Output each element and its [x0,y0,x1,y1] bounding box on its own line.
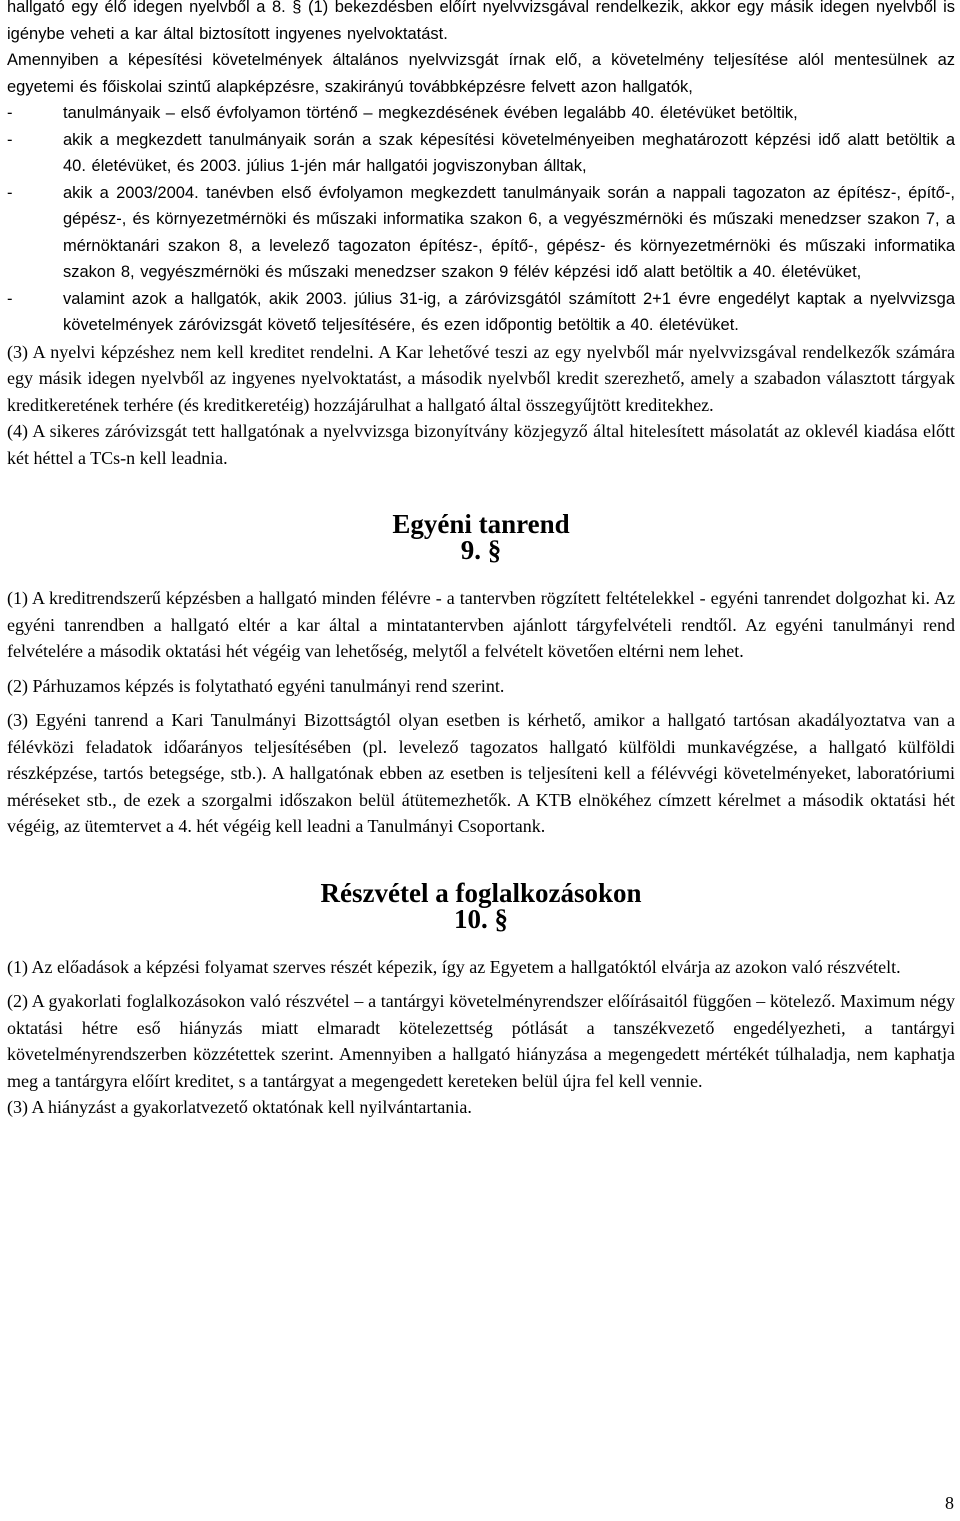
document-page [7,0,955,1121]
page-number: 8 [945,1493,954,1513]
section-10-number: 10. § [454,903,508,934]
list-dash: - [7,130,13,149]
list-item-text: valamint azok a hallgatók, akik 2003. július 31-ig, a záróvizsgától számított 2+1 évre engedélyt kaptak a nyelvvizsga követelmények záróvizsgát követő teljesítésére, és ezen időpontig betöltik a 40. életévüket. [63,289,955,334]
list-item-text: akik a 2003/2004. tanévben első évfolyamon megkezdett tanulmányaik során a nappali tagozaton az építész-, építő-, gépész-, és környezetmérnöki és műszaki informatika szakon 6, a vegyészmérnöki és műszaki menedzser szakon 7, a mérnöktanári szakon 8, a levelező tagozaton építész-, építő-, gépész- és környezetmérnöki és műszaki informatika szakon 8, vegyészmérnöki és műszaki menedzser szakon 9 félév képzési idő alatt betöltik a 40. életévüket, [63,183,955,281]
list-item [7,180,955,286]
paragraph-4: (4) A sikeres záróvizsgát tett hallgatónak a nyelvvizsga bizonyítvány közjegyző által hitelesített másolatát az oklevél kiadása előtt két héttel a TCs-n kell leadnia. [7,421,955,468]
list-dash: - [7,104,13,122]
section-10-paragraph-2: (2) A gyakorlati foglalkozásokon való részvétel – a tantárgyi követelményrendszer előírásaitól függően – kötelező. Maximum négy oktatási hétre eső hiányzás miatt elmaradt kötelezettség pótlását a tanszékvezető engedélyezheti, a tantárgyi követelményrendszerben közzétettek szerint. Amennyiben a hallgató hiányzása a megengedett mértékét túlhaladja, nem kaphatja meg a tantárgyra előírt kreditet, s a tantárgyat a megengedett kereteken belül újra fel kell vennie. [7,991,955,1091]
list-item [7,286,955,339]
exemption-list [7,100,955,339]
intro-paragraph-exemption: Amennyiben a képesítési követelmények általános nyelvvizsgát írnak elő, a követelmény teljesítése alól mentesülnek az egyetemi és főiskolai szintű alapképzésre, szakirányú továbbképzésre felvett azon hallgatók, [7,51,955,96]
section-10-paragraph-3: (3) A hiányzást a gyakorlatvezető oktatónak kell nyilvántartania. [7,1097,472,1117]
section-10-paragraph-1: (1) Az előadások a képzési folyamat szerves részét képezik, így az Egyetem a hallgatóktól elvárja az azokon való részvételt. [7,956,901,977]
section-9-paragraph-2: (2) Párhuzamos képzés is folytatható egyéni tanulmányi rend szerint. [7,675,505,696]
section-9-number: 9. § [460,535,502,565]
list-item-text: tanulmányaik – első évfolyamon történő – megkezdésének évében legalább 40. életévüket betöltik, [63,104,798,122]
section-9-paragraph-1: (1) A kreditrendszerű képzésben a hallgató minden félévre - a tantervben rögzített feltételekkel - egyéni tanrendet dolgozhat ki. Az egyéni tanrendben a hallgató eltér a kar által a mintatantervben ajánlott tárgyfelvételi rendtől. Az egyéni tanulmányi rend felvételére a második oktatási hét végéig van lehetőség, melytől a felvételt követően eltérni nem lehet. [7,588,955,661]
list-dash: - [7,289,13,308]
list-dash: - [7,183,13,202]
list-item [7,127,955,180]
paragraph-3: (3) A nyelvi képzéshez nem kell kreditet rendelni. A Kar lehetővé teszi az egy nyelvből már nyelvvizsgával rendelkezők számára egy másik idegen nyelvből az ingyenes nyelvoktatást, a második nyelvből kredit szerezhető, amely a szabadon választott tárgyak kreditkeretének terhére (és kreditkeretéig) hozzájárulhat a hallgató által összegyűjtött kreditekhez. [7,341,955,415]
list-item-text: akik a megkezdett tanulmányaik során a szak képesítési követelményeiben meghatározott képzési idő alatt betöltik a 40. életévüket, és 2003. július 1-jén már hallgatói jogviszonyban álltak, [63,130,955,175]
intro-paragraph-fragment: hallgató egy élő idegen nyelvből a 8. § (1) bekezdésben előírt nyelvvizsgával rendelkezik, akkor egy másik idegen nyelvből is igénybe veheti a kar által biztosított ingyenes nyelvoktatást. [7,0,955,43]
section-9-paragraph-3: (3) Egyéni tanrend a Kari Tanulmányi Bizottságtól olyan esetben is kérhető, amikor a hallgató tartósan akadályoztatva van a félévközi feladatok időarányos teljesítésében (pl. levelező tagozatos hallgató külföldi munkavégzése, a hallgató külföldi részképzése, tartós betegsége, stb.). A hallgatónak ebben az esetben is teljesíteni kell a félévvégi követelményeket, laboratóriumi méréseket stb., de ezek a szorgalmi időszakon belül átütemezhetők. A KTB elnökéhez címzett kérelmet a második oktatási hét végéig, az ütemtervet a 4. hét végéig kell leadni a Tanulmányi Csoportank. [7,710,955,836]
list-item [7,100,955,127]
section-10-title: Részvétel a foglalkozásokon [320,877,642,908]
section-9-title: Egyéni tanrend [392,509,570,539]
